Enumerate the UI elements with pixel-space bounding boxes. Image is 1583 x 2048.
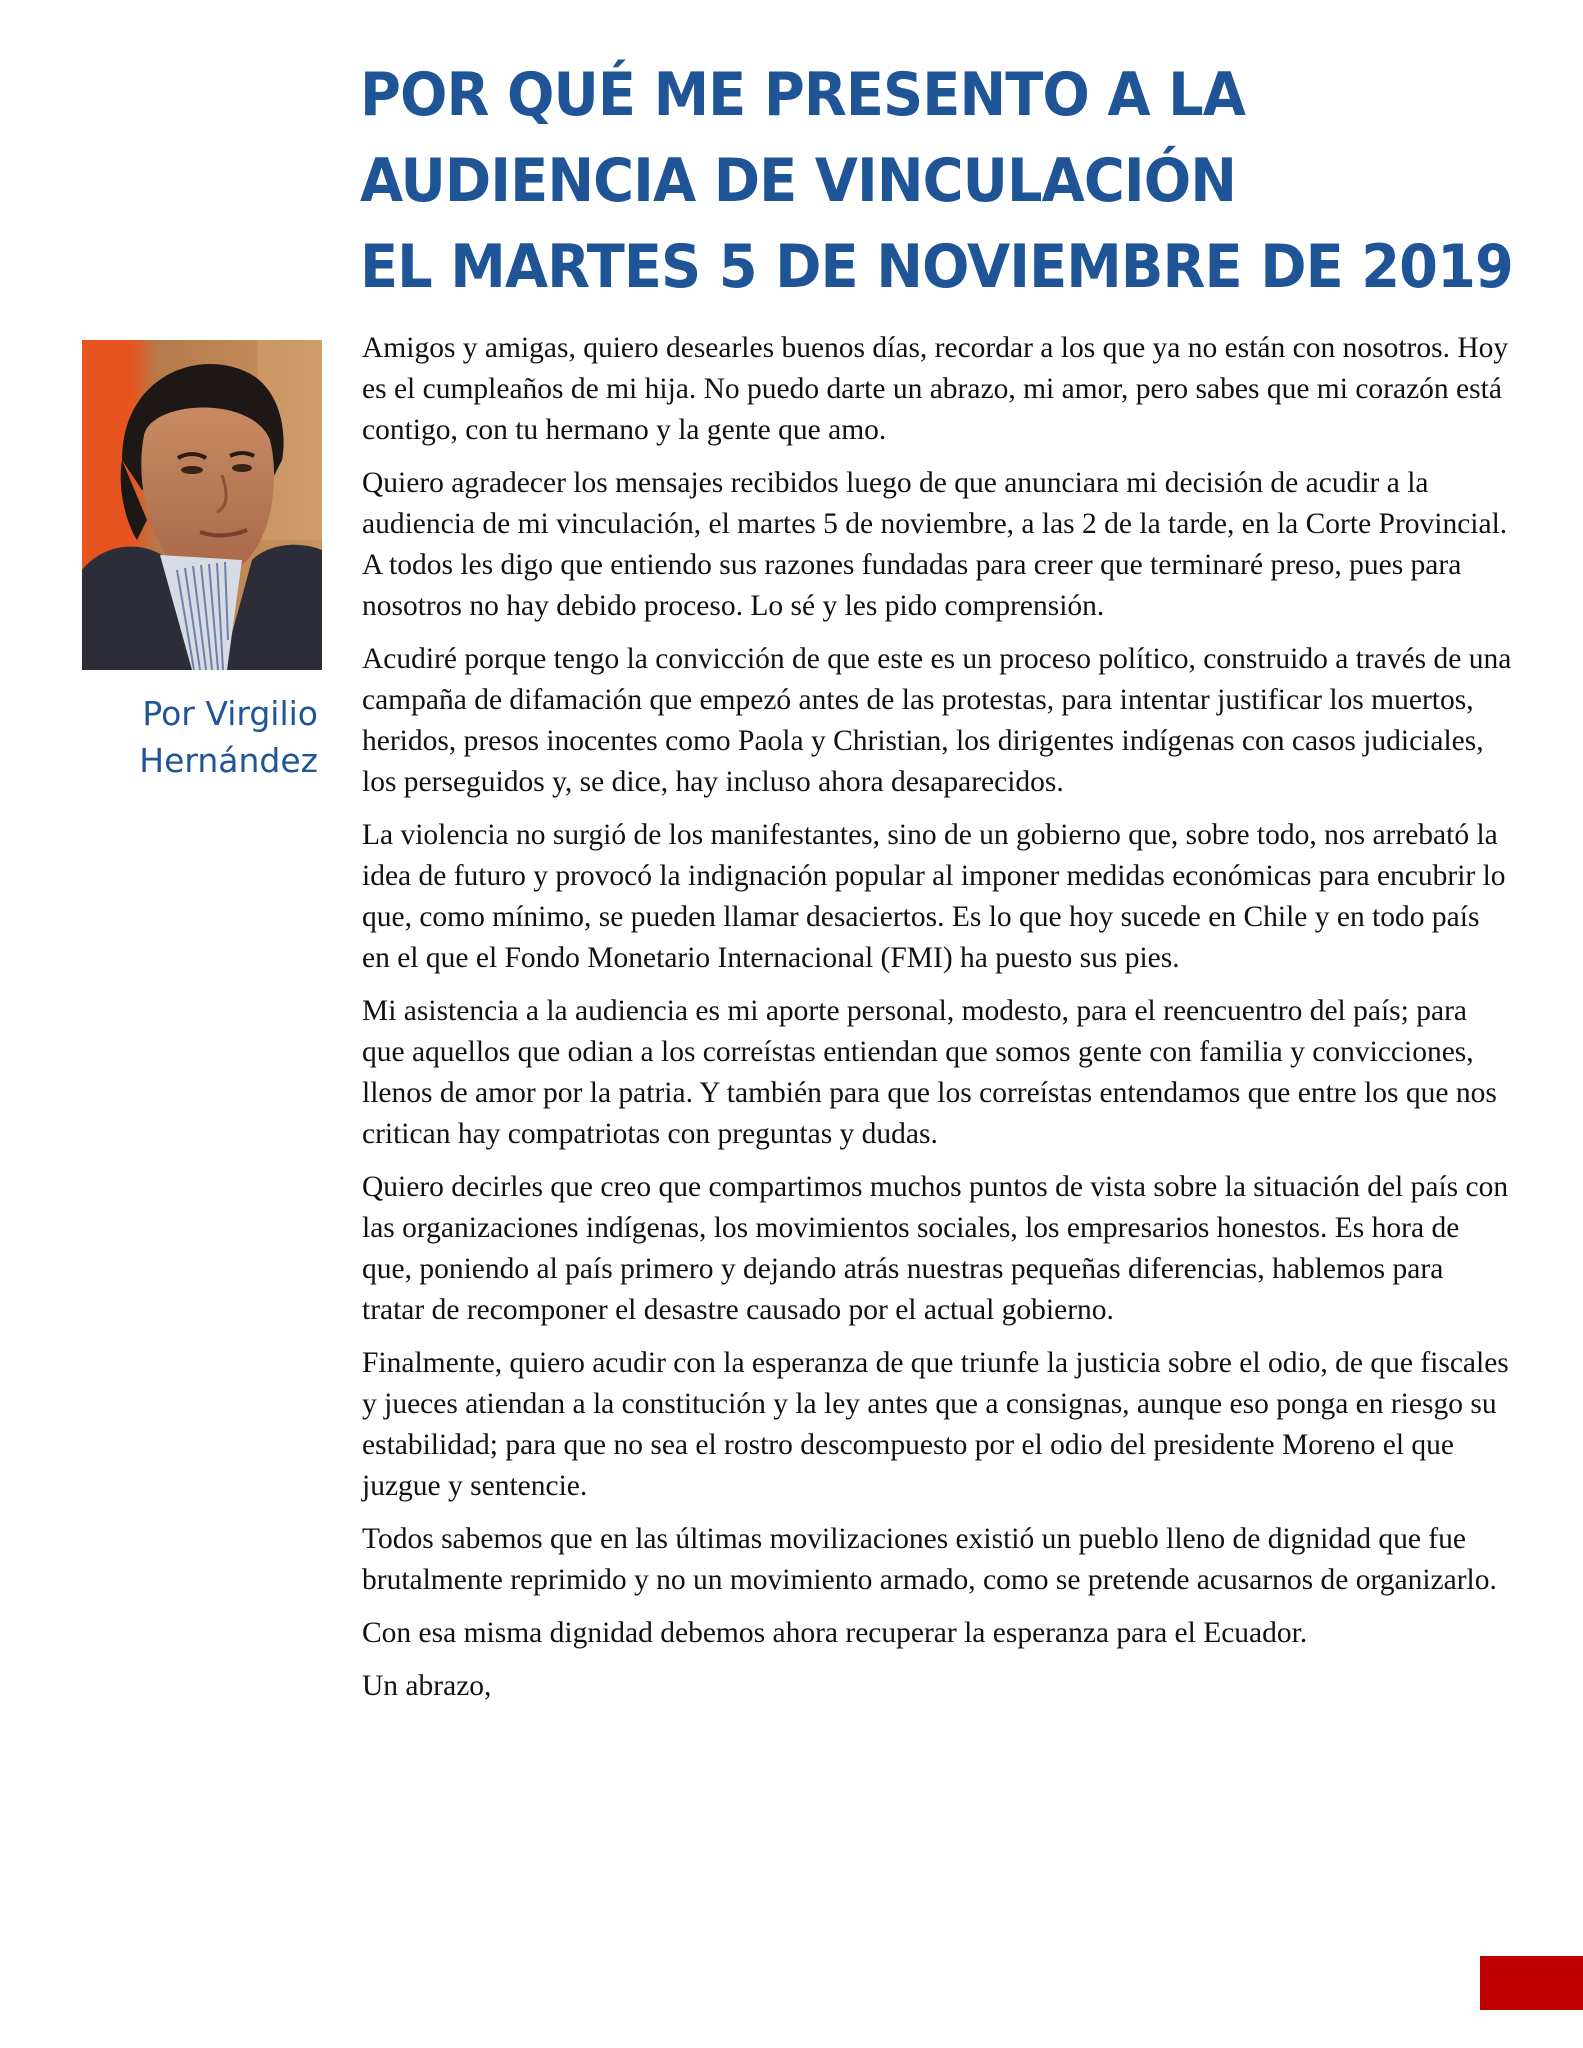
paragraph: Amigos y amigas, quiero desearles buenos días, recordar a los que ya no están con nosotros. Hoy es el cumpleaños de mi hija. No puedo darte un abrazo, mi amor, pero sabes que mi corazón está contigo, con tu hermano y la gente que amo.	[362, 332, 1509, 446]
paragraph: Quiero decirles que creo que compartimos muchos puntos de vista sobre la situación del país con las organizaciones indígenas, los movimientos sociales, los empresarios honestos. Es hora de que, poniendo al país primero y dejando atrás nuestras pequeñas diferencias, hablemos para tratar de recomponer el desastre causado por el actual gobierno.	[362, 1171, 1509, 1326]
author-photo	[82, 340, 322, 670]
byline-line: Hernández	[139, 741, 318, 780]
paragraph: Acudiré porque tengo la convicción de que este es un proceso político, construido a través de una campaña de difamación que empezó antes de las protestas, para intentar justificar los muertos, heridos, presos inocentes como Paola y Christian, los dirigentes indígenas con casos judiciales, los perseguidos y, se dice, hay incluso ahora desaparecidos.	[362, 643, 1512, 798]
paragraph: Mi asistencia a la audiencia es mi aporte personal, modesto, para el reencuentro del país; para que aquellos que odian a los correístas entiendan que somos gente con familia y convicciones, llenos de amor por la patria. Y también para que los correístas entendamos que entre los que nos critican hay compatriotas con preguntas y dudas.	[362, 995, 1497, 1150]
title-line: POR QUÉ ME PRESENTO A LA	[360, 60, 1246, 130]
closing-salutation: Un abrazo,	[362, 1670, 492, 1702]
paragraph: La violencia no surgió de los manifestantes, sino de un gobierno que, sobre todo, nos arrebató la idea de futuro y provocó la indignación popular al imponer medidas económicas para encubrir lo que, como mínimo, se pueden llamar desaciertos. Es lo que hoy sucede en Chile y en todo país en el que el Fondo Monetario Internacional (FMI) ha puesto sus pies.	[362, 819, 1506, 974]
author-portrait-illustration	[82, 340, 322, 670]
title-line: AUDIENCIA DE VINCULACIÓN	[360, 146, 1237, 216]
decorative-red-block	[1480, 1956, 1583, 2010]
paragraph: Quiero agradecer los mensajes recibidos luego de que anunciara mi decisión de acudir a la audiencia de mi vinculación, el martes 5 de noviembre, a las 2 de la tarde, en la Corte Provincial. A todos les digo que entiendo sus razones fundadas para creer que terminaré preso, pues para nosotros no hay debido proceso. Lo sé y les pido comprensión.	[362, 467, 1508, 622]
author-byline	[60, 690, 318, 784]
title-line: EL MARTES 5 DE NOVIEMBRE DE 2019	[360, 232, 1513, 302]
article-body	[362, 328, 1512, 1719]
article-title	[360, 52, 1513, 310]
paragraph: Todos sabemos que en las últimas movilizaciones existió un pueblo lleno de dignidad que fue brutalmente reprimido y no un movimiento armado, como se pretende acusarnos de organizarlo.	[362, 1523, 1497, 1596]
byline-line: Por Virgilio	[142, 694, 318, 733]
paragraph: Finalmente, quiero acudir con la esperanza de que triunfe la justicia sobre el odio, de que fiscales y jueces atiendan a la constitución y la ley antes que a consignas, aunque eso ponga en riesgo su estabilidad; para que no sea el rostro descompuesto por el odio del presidente Moreno el que juzgue y sentencie.	[362, 1347, 1509, 1502]
paragraph: Con esa misma dignidad debemos ahora recuperar la esperanza para el Ecuador.	[362, 1617, 1308, 1649]
